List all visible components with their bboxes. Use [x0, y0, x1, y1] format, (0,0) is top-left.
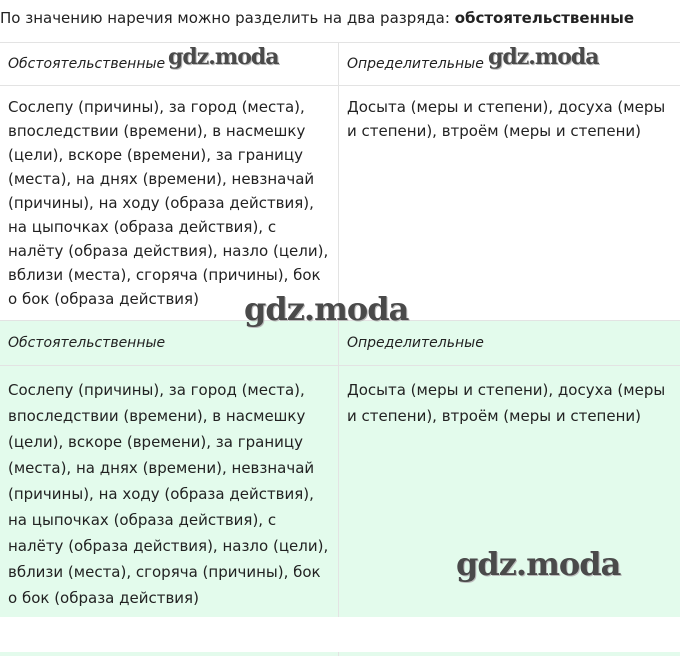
intro-plain: По значению наречия можно разделить на два разряда:: [0, 9, 455, 27]
table2-header-circumstantial: Обстоятельственные: [0, 321, 339, 365]
watermark-3: gdz.moda: [244, 290, 409, 328]
table1-circumstantial-cell: Сослепу (причины), за город (места), впоследствии (времени), в насмешку (цели), вскоре (времени), за границу (места), на днях (времени), невзначай (причины), на ходу (образа действия), на цыпочках (образа действия), с налёту (образа действия), назло (цели), вблизи (места), сгоряча (причины), бок о бок (образа действия): [0, 86, 339, 320]
table2-body-row: [0, 365, 680, 656]
table1-header-attributive: Определительные: [347, 56, 484, 72]
table2-attributive-cell: Досыта (меры и степени), досуха (меры и степени), втроём (меры и степени): [347, 381, 666, 425]
watermark-4: gdz.moda: [456, 545, 621, 583]
watermark-2: gdz.moda: [488, 44, 599, 70]
table1-body-row: [0, 85, 680, 320]
watermark-1: gdz.moda: [168, 44, 279, 70]
table2-circumstantial-cell: Сослепу (причины), за город (места), впоследствии (времени), в насмешку (цели), вскоре (времени), за границу (места), на днях (времени), невзначай (причины), на ходу (образа действия), на цыпочках (образа действия), с налёту (образа действия), назло (цели), вблизи (места), сгоряча (причины), бок о бок (образа действия): [0, 366, 339, 656]
table2: [0, 320, 680, 656]
bottom-cutoff: [0, 617, 680, 652]
intro-bold: обстоятельственные: [454, 9, 635, 27]
table1-attributive-cell: Досыта (меры и степени), досуха (меры и степени), втроём (меры и степени): [347, 98, 666, 140]
table2-header-attributive: Определительные: [347, 335, 484, 351]
intro-text: [0, 8, 634, 28]
table1-header-circumstantial: Обстоятельственные: [0, 43, 339, 85]
